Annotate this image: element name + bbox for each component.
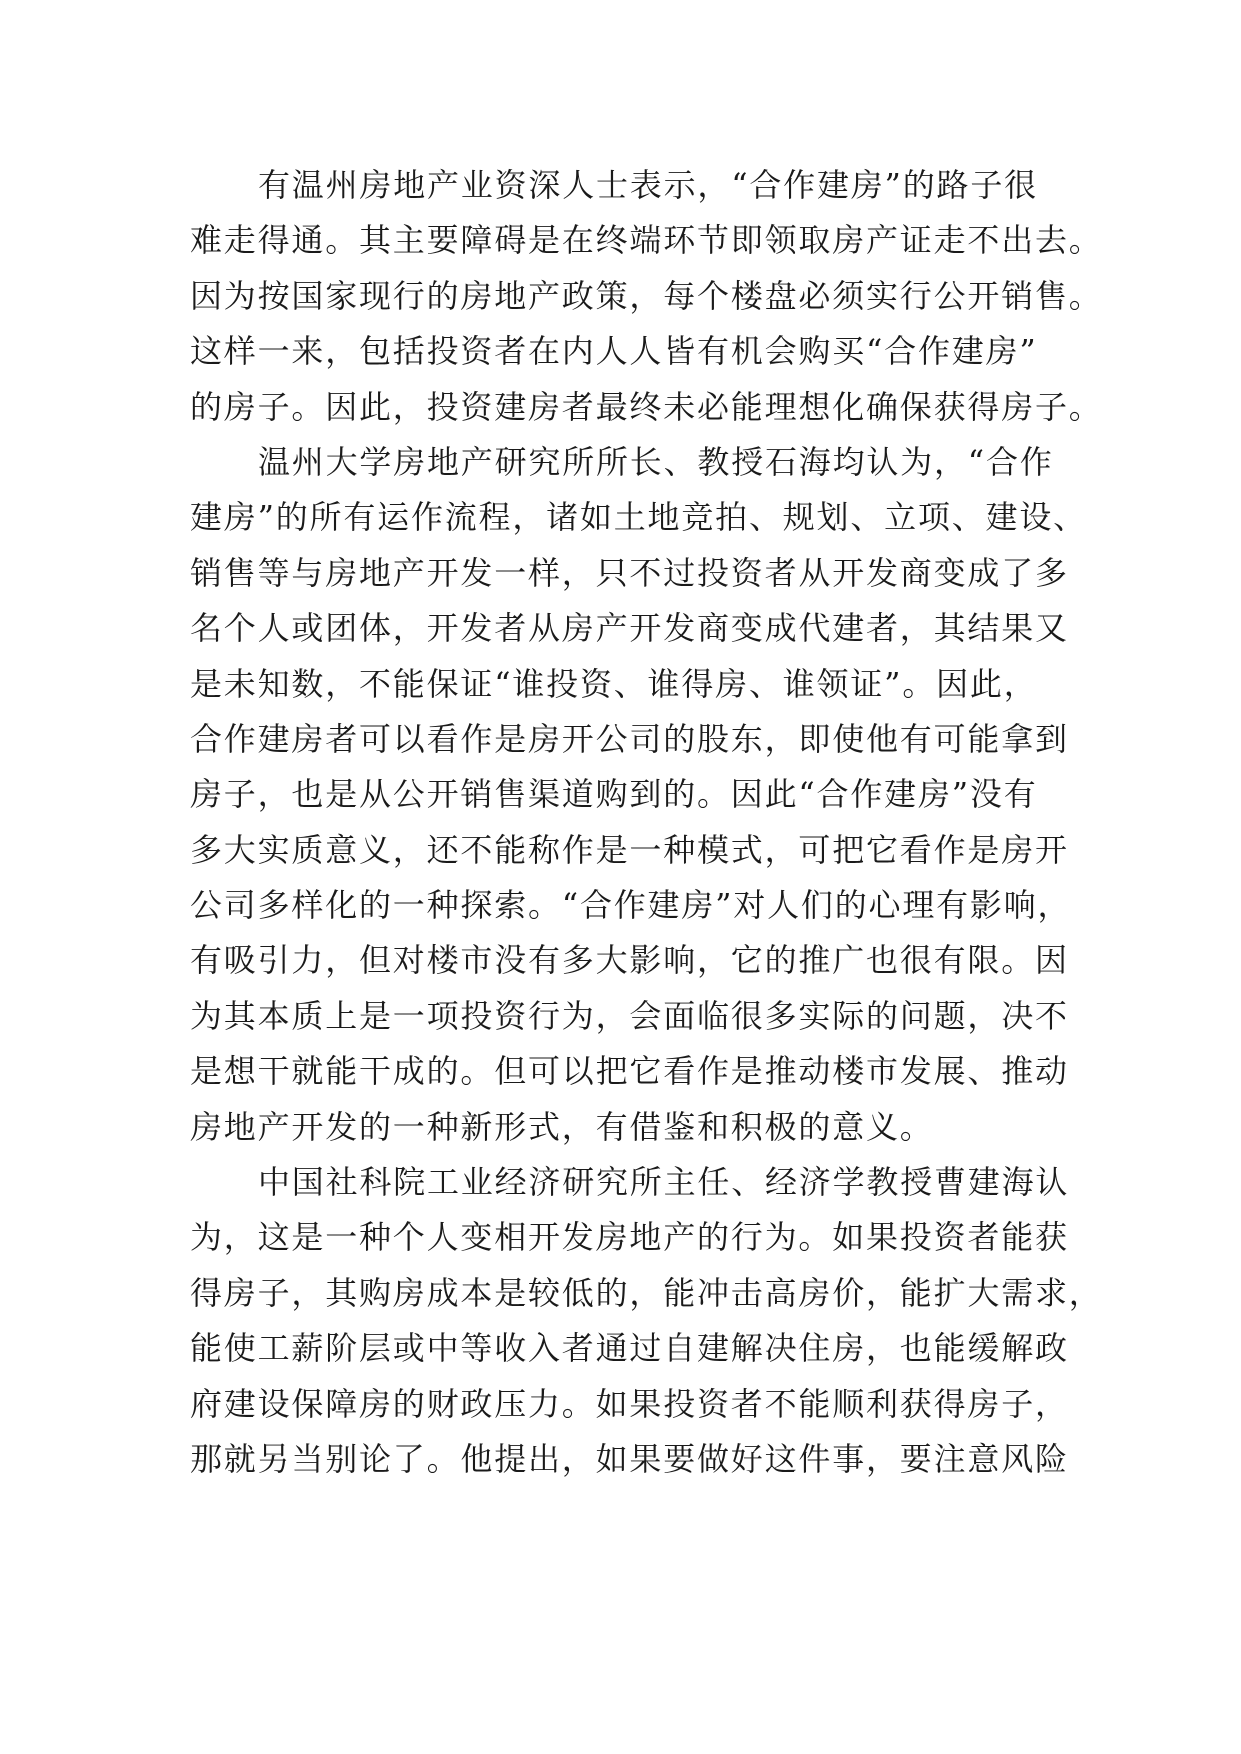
document-body (190, 158, 1103, 1487)
paragraph-2-line-6: 合作建房者可以看作是房开公司的股东，即使他有可能拿到 (190, 719, 1069, 758)
paragraph-2-line-3: 销售等与房地产开发一样，只不过投资者从开发商变成了多 (190, 553, 1069, 592)
paragraph-1-line-2: 难走得通。其主要障碍是在终端环节即领取房产证走不出去。 (190, 221, 1103, 260)
paragraph-2-line-8: 多大实质意义，还不能称作是一种模式，可把它看作是房开 (190, 830, 1069, 869)
paragraph-1-line-4: 这样一来，包括投资者在内人人皆有机会购买“合作建房” (190, 332, 1038, 371)
paragraph-3-line-4: 能使工薪阶层或中等收入者通过自建解决住房，也能缓解政 (190, 1329, 1069, 1368)
paragraph-3-line-5: 府建设保障房的财政压力。如果投资者不能顺利获得房子， (190, 1384, 1069, 1423)
paragraph-1-line-5: 的房子。因此，投资建房者最终未必能理想化确保获得房子。 (190, 387, 1103, 426)
paragraph-3-line-6: 那就另当别论了。他提出，如果要做好这件事，要注意风险 (190, 1439, 1069, 1478)
paragraph-2-line-1: 温州大学房地产研究所所长、教授石海均认为，“合作 (258, 442, 1054, 481)
paragraph-1-line-1: 有温州房地产业资深人士表示，“合作建房”的路子很 (258, 166, 1038, 204)
paragraph-2-line-7: 房子，也是从公开销售渠道购到的。因此“合作建房”没有 (190, 775, 1038, 814)
paragraph-3-line-2: 为，这是一种个人变相开发房地产的行为。如果投资者能获 (190, 1218, 1069, 1257)
paragraph-3-line-1: 中国社科院工业经济研究所主任、经济学教授曹建海认 (258, 1163, 1070, 1202)
paragraph-2-line-2: 建房”的所有运作流程，诸如土地竞拍、规划、立项、建设、 (190, 498, 1087, 537)
paragraph-2-line-10: 有吸引力，但对楼市没有多大影响，它的推广也很有限。因 (190, 941, 1069, 980)
paragraph-2-line-13: 房地产开发的一种新形式，有借鉴和积极的意义。 (190, 1107, 934, 1146)
paragraph-2-line-9: 公司多样化的一种探索。“合作建房”对人们的心理有影响， (190, 886, 1072, 925)
paragraph-2-line-4: 名个人或团体，开发者从房产开发商变成代建者，其结果又 (190, 609, 1069, 648)
paragraph-1-line-3: 因为按国家现行的房地产政策，每个楼盘必须实行公开销售。 (190, 276, 1103, 315)
paragraph-3-line-3: 得房子，其购房成本是较低的，能冲击高房价，能扩大需求， (190, 1273, 1103, 1312)
paragraph-2-line-12: 是想干就能干成的。但可以把它看作是推动楼市发展、推动 (190, 1052, 1069, 1091)
paragraph-2-line-5: 是未知数，不能保证“谁投资、谁得房、谁领证”。因此， (190, 664, 1038, 703)
paragraph-2-line-11: 为其本质上是一项投资行为，会面临很多实际的问题，决不 (190, 996, 1069, 1035)
